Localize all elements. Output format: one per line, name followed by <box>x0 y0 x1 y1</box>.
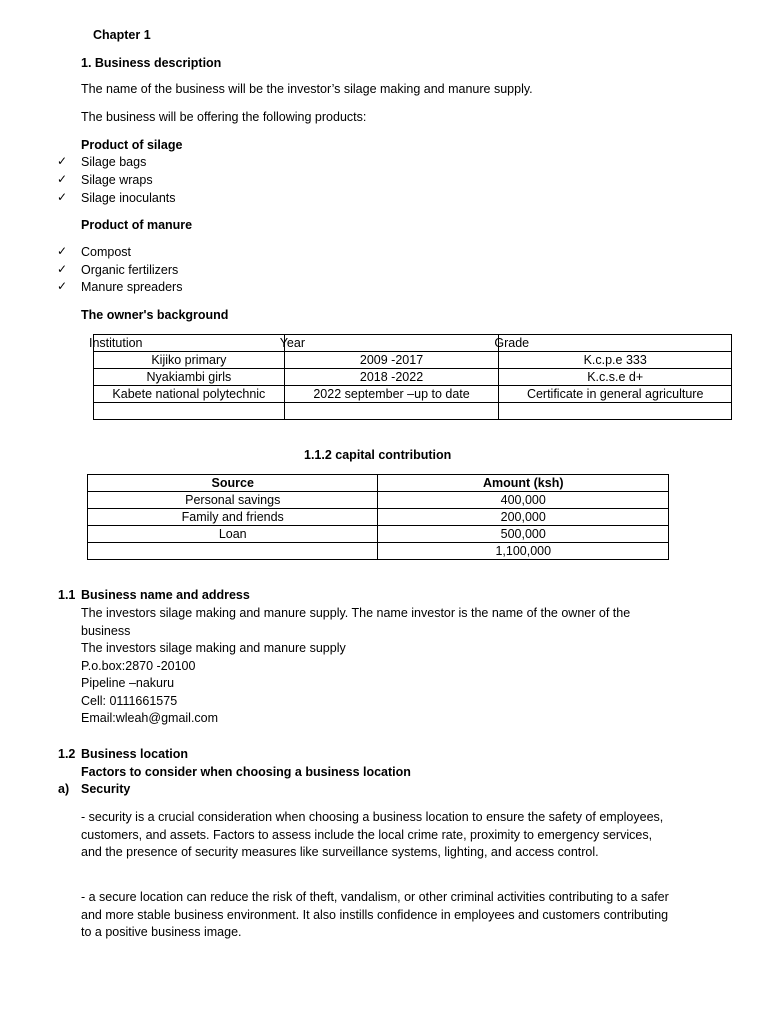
table-cell: 2018 -2022 <box>284 369 499 386</box>
check-icon: ✓ <box>57 279 68 293</box>
paragraph-products-intro: The business will be offering the following products: <box>81 110 367 124</box>
location-factors-heading: Factors to consider when choosing a business location <box>81 765 411 779</box>
table-row <box>88 543 669 560</box>
check-icon: ✓ <box>57 244 68 258</box>
security-heading: Security <box>81 782 131 796</box>
table-row <box>94 386 732 403</box>
table-cell <box>88 543 378 560</box>
check-icon: ✓ <box>57 262 68 276</box>
table-row <box>94 403 732 420</box>
security-paragraph-2: - a secure location can reduce the risk of theft, vandalism, or other criminal activities contributing to a safer and more stable business environment. It also instills confidence in employees and customers contributing to a positive business image. <box>81 890 669 939</box>
table-header-row <box>88 475 669 492</box>
list-item: Silage bags <box>81 155 147 169</box>
table-cell: 200,000 <box>378 509 669 526</box>
list-marker: a) <box>58 782 70 796</box>
table-cell: 2009 -2017 <box>284 352 499 369</box>
header-institution: Institution <box>89 336 143 350</box>
check-icon: ✓ <box>57 190 68 204</box>
table-cell <box>499 403 732 420</box>
header-grade: Grade <box>494 336 530 350</box>
table-row <box>88 526 669 543</box>
table-header-cell <box>89 335 285 352</box>
cell-line: Cell: 0111661575 <box>81 694 178 708</box>
table-row <box>94 352 732 369</box>
check-icon: ✓ <box>57 172 68 186</box>
table-cell: K.c.s.e d+ <box>499 369 732 386</box>
check-icon: ✓ <box>57 154 68 168</box>
table-row <box>88 492 669 509</box>
table-cell: 500,000 <box>378 526 669 543</box>
table-header-cell <box>494 335 732 352</box>
business-name-address-heading: Business name and address <box>81 588 250 602</box>
po-box-line: P.o.box:2870 -20100 <box>81 659 196 673</box>
business-name-line: The investors silage making and manure supply <box>81 641 346 655</box>
table-cell <box>94 403 285 420</box>
section-number: 1.2 <box>58 747 76 761</box>
email-line: Email:wleah@gmail.com <box>81 711 219 725</box>
header-year: Year <box>279 336 305 350</box>
manure-products-heading: Product of manure <box>81 218 193 232</box>
table-cell: Personal savings <box>88 492 378 509</box>
capital-contribution-table <box>87 474 669 560</box>
list-item: Compost <box>81 245 132 259</box>
table-row <box>94 369 732 386</box>
location-line: Pipeline –nakuru <box>81 676 175 690</box>
security-paragraph-1: - security is a crucial consideration when choosing a business location to ensure the safety of employees, customers, and assets. Factors to assess include the local crime rate, proximity to emergency services, and the presence of security measures like surveillance systems, lighting, and access control. <box>81 810 664 859</box>
header-source: Source <box>88 475 378 492</box>
paragraph-business-name: The name of the business will be the investor’s silage making and manure supply. <box>81 82 533 96</box>
owner-background-table <box>89 334 732 420</box>
list-item: Organic fertilizers <box>81 263 179 277</box>
table-cell: 400,000 <box>378 492 669 509</box>
table-cell: 2022 september –up to date <box>284 386 499 403</box>
list-item: Manure spreaders <box>81 280 183 294</box>
table-cell: Family and friends <box>88 509 378 526</box>
section-heading-business-description: 1. Business description <box>81 56 222 70</box>
table-cell: Kabete national polytechnic <box>94 386 285 403</box>
table-row <box>88 509 669 526</box>
capital-contribution-heading: 1.1.2 capital contribution <box>304 448 452 462</box>
silage-products-heading: Product of silage <box>81 138 183 152</box>
table-cell: 1,100,000 <box>378 543 669 560</box>
business-name-description: The investors silage making and manure supply. The name investor is the name of the owner of the business <box>81 606 631 638</box>
table-header-cell <box>279 335 499 352</box>
table-cell: Loan <box>88 526 378 543</box>
list-item: Silage wraps <box>81 173 153 187</box>
business-location-heading: Business location <box>81 747 188 761</box>
header-amount: Amount (ksh) <box>378 475 669 492</box>
table-header-row <box>94 335 732 352</box>
list-item: Silage inoculants <box>81 191 176 205</box>
chapter-title: Chapter 1 <box>93 28 151 42</box>
table-cell: Kijiko primary <box>94 352 285 369</box>
table-cell: K.c.p.e 333 <box>499 352 732 369</box>
section-number: 1.1 <box>58 588 76 602</box>
table-cell: Certificate in general agriculture <box>499 386 732 403</box>
owner-background-heading: The owner's background <box>81 308 229 322</box>
table-cell <box>284 403 499 420</box>
table-cell: Nyakiambi girls <box>94 369 285 386</box>
